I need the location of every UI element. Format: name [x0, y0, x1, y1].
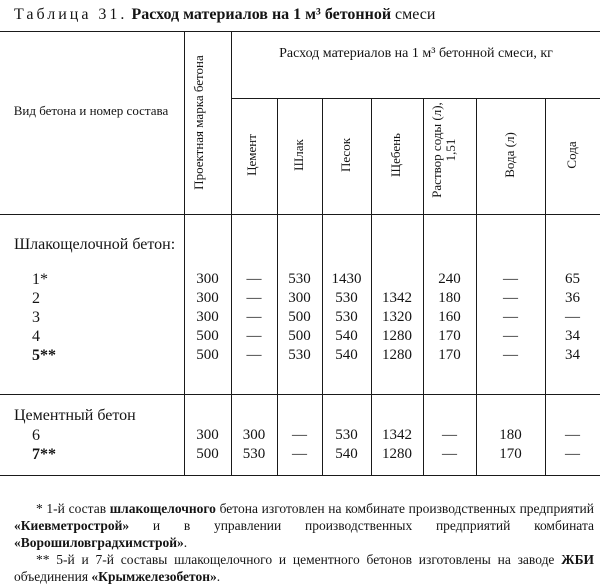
footnote-text-bold: «Киевметрострой»	[14, 518, 130, 533]
cell-soda: —	[565, 309, 580, 325]
cell-slag: 530	[288, 347, 311, 363]
cell-water: 170	[499, 446, 522, 462]
cell-slag: 530	[288, 271, 311, 287]
footnote-text-bold: «Ворошиловградхимстрой»	[14, 535, 184, 550]
row-number: 5**	[32, 347, 56, 364]
cell-gravel: 1342	[382, 290, 412, 306]
cell-grade: 500	[196, 328, 219, 344]
footnote-text-bold: «Крымжелезобетон»	[91, 569, 217, 584]
cell-soda: 34	[565, 328, 580, 344]
header-water: Вода (л)	[502, 132, 517, 178]
cell-gravel: 1280	[382, 347, 412, 363]
footnote-text: бетона изготовлен на комбинате производственных предприятий	[215, 501, 594, 516]
header-soda-solution: Раствор соды (л), 1,51	[429, 102, 458, 198]
footnote-1	[14, 500, 594, 551]
cell-water: —	[503, 347, 518, 363]
group-separator-rule	[0, 394, 600, 395]
table-name-suffix: смеси	[395, 6, 436, 23]
cell-cement: —	[246, 290, 262, 306]
column-divider	[184, 31, 185, 475]
header-top-rule	[0, 31, 600, 32]
footnote-text-bold: шлакощелочного	[109, 501, 216, 516]
row-number: 6	[32, 427, 40, 444]
header-gravel: Щебень	[388, 133, 403, 177]
footnote-text: .	[183, 535, 188, 550]
column-divider	[231, 31, 232, 475]
cell-slag: —	[292, 446, 307, 462]
footnotes	[14, 500, 594, 585]
cell-grade: 300	[196, 290, 219, 306]
cell-grade: 300	[196, 309, 219, 325]
cell-gravel: 1280	[382, 446, 412, 462]
header-design-grade: Проектная марка бетона	[191, 55, 206, 190]
cell-sand: 530	[335, 427, 358, 443]
row-number: 7**	[32, 446, 56, 463]
header-cement: Цемент	[244, 134, 259, 176]
cell-water: —	[503, 309, 518, 325]
cell-sand: 540	[335, 446, 358, 462]
cell-soda-solution: 240	[438, 271, 461, 287]
group-title-slag-alkali: Шлакощелочной бетон:	[14, 236, 176, 253]
table-number: Таблица 31.	[14, 6, 128, 23]
cell-soda-solution: 170	[438, 328, 461, 344]
header-slag: Шлак	[291, 139, 306, 171]
cell-cement: —	[246, 309, 262, 325]
cell-slag: —	[292, 427, 307, 443]
cell-cement: 300	[242, 427, 266, 443]
header-soda: Сода	[564, 141, 579, 169]
table-name: Расход материалов на 1 м³ бетонной	[131, 6, 392, 23]
row-number: 3	[32, 309, 40, 326]
header-bottom-rule	[0, 214, 600, 215]
table-title	[14, 6, 435, 24]
footnote-text: ** 5-й и 7-й составы шлакощелочного и цементного бетонов изготовлены на заводе	[36, 552, 562, 567]
cell-soda: 36	[565, 290, 580, 306]
cell-soda: —	[565, 427, 580, 443]
cell-water: —	[503, 271, 518, 287]
cell-soda-solution: 160	[438, 309, 461, 325]
footnote-text: .	[216, 569, 221, 584]
cell-cement: 530	[242, 446, 266, 462]
cell-soda-solution: 170	[438, 347, 461, 363]
footnote-2	[14, 551, 594, 585]
cell-soda-solution: —	[442, 427, 457, 443]
cell-sand: 540	[335, 347, 358, 363]
cell-cement: —	[246, 328, 262, 344]
cell-soda: 34	[565, 347, 580, 363]
footnote-text: и в управлении производственных предприятий комбината	[129, 518, 594, 533]
header-sand: Песок	[338, 137, 353, 173]
cell-gravel: 1280	[382, 328, 412, 344]
column-divider	[371, 98, 372, 475]
row-number: 1*	[32, 271, 48, 288]
cell-sand: 540	[335, 328, 358, 344]
cell-slag: 300	[288, 290, 311, 306]
cell-grade: 300	[196, 427, 219, 443]
cell-cement: —	[246, 347, 262, 363]
cell-water: —	[503, 328, 518, 344]
cell-gravel: 1342	[382, 427, 412, 443]
cell-cement: —	[246, 271, 262, 287]
footnote-text: объединения	[14, 569, 92, 584]
cell-grade: 500	[196, 347, 219, 363]
cell-soda: —	[565, 446, 580, 462]
group-title-cement: Цементный бетон	[14, 407, 136, 424]
cell-grade: 500	[196, 446, 219, 462]
row-number: 4	[32, 328, 40, 345]
row-number: 2	[32, 290, 40, 307]
cell-sand: 1430	[331, 271, 362, 287]
cell-gravel: 1320	[382, 309, 412, 325]
header-concrete-type: Вид бетона и номер состава	[13, 103, 169, 118]
cell-grade: 300	[196, 271, 219, 287]
cell-sand: 530	[335, 309, 358, 325]
footnote-text: * 1-й состав	[36, 501, 110, 516]
footnote-text-bold: ЖБИ	[561, 552, 594, 567]
header-consumption-group: Расход материалов на 1 м³ бетонной смеси, кг	[279, 46, 553, 61]
table-bottom-rule	[0, 475, 600, 476]
cell-slag: 500	[288, 309, 311, 325]
cell-soda-solution: —	[442, 446, 457, 462]
cell-soda-solution: 180	[438, 290, 461, 306]
cell-sand: 530	[335, 290, 358, 306]
cell-soda: 65	[565, 271, 580, 287]
cell-slag: 500	[288, 328, 311, 344]
cell-water: —	[503, 290, 518, 306]
cell-water: 180	[499, 427, 522, 443]
